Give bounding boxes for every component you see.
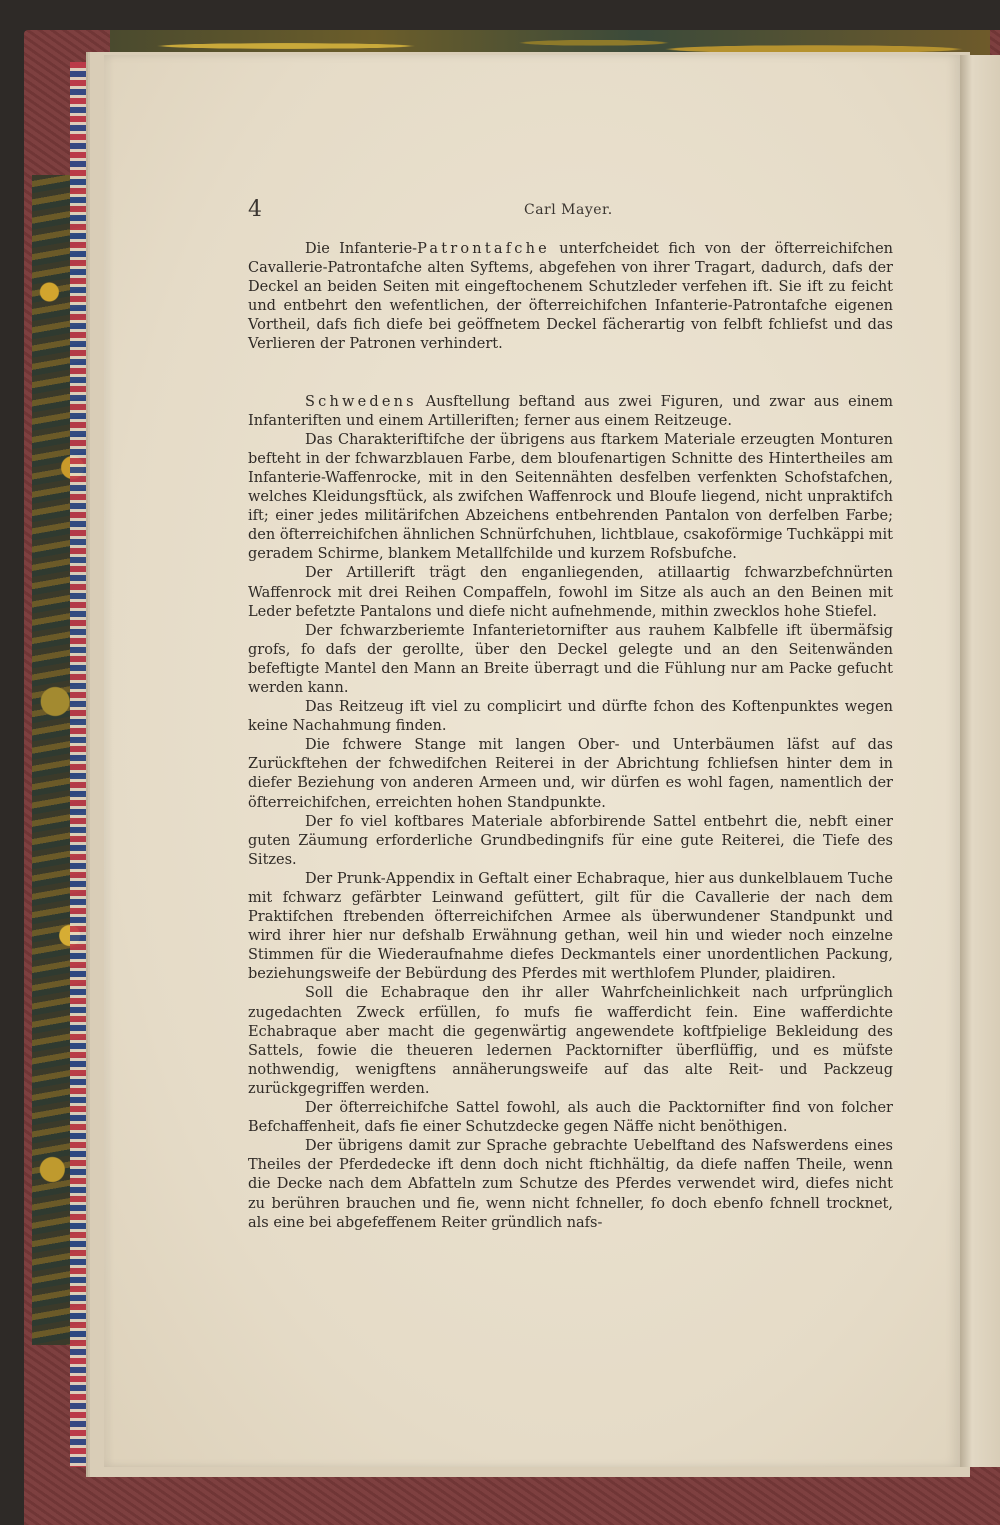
paragraph: Der fo viel koftbares Materiale abforbirende Sattel entbehrt die, nebft einer guten Zäumung erforderliche Grundbedingnifs für eine gute Reiterei, die Tiefe des Sitzes. (248, 813, 893, 868)
paragraph: Soll die Echabraque den ihr aller Wahrfcheinlichkeit nach urfprünglich zugedachten Zweck erfüllen, fo mufs fie wafferdicht fein. Eine wafferdichte Echabraque aber macht die gegenwärtig angewendete koftfpielige Bekleidung des Sattels, fowie die theueren ledernen Packtornifter überflüffig, und es müfste nothwendig, wenigftens annäherungsweife auf das alte Reit- und Packzeug zurückgegriffen werden. (248, 985, 893, 1097)
section-gap (248, 355, 893, 393)
facing-page-edge (960, 55, 1000, 1467)
paragraph-text: unterfcheidet fich von der öfterreichifchen Cavallerie-Patrontafche alten Syftems, abgefehen von ihrer Tragart, dadurch, dafs der Deckel an beiden Seiten mit eingeftochenem Schutzleder verfehen ift. Sie ift zu feicht und entbehrt den wefentlichen, der öfterreichifchen Infanterie-Patrontafche eigenen Vortheil, dafs fich diefe bei geöffnetem Deckel fächerartig von felbft fchliefst und das Verlieren der Patronen verhindert. (248, 241, 893, 353)
paragraph (248, 393, 893, 431)
paragraph (248, 240, 893, 355)
paragraph: Der öfterreichifche Sattel fowohl, als auch die Packtornifter find von folcher Befchaffenheit, dafs fie einer Schutzdecke gegen Näffe nicht benöthigen. (248, 1100, 893, 1136)
spaced-country: Schwedens (305, 393, 417, 410)
spaced-term: Patrontafche (417, 241, 550, 257)
paragraph-text: Ausftellung beftand aus zwei Figuren, und zwar aus einem Infanteriften und einem Artilleriften; ferner aus einem Reitzeuge. (248, 393, 893, 429)
paragraph: Das Reitzeug ift viel zu complicirt und dürfte fchon des Koftenpunktes wegen keine Nachahmung finden. (248, 699, 893, 735)
paragraph: Die fchwere Stange mit langen Ober- und Unterbäumen läfst auf das Zurückftehen der fchwedifchen Reiterei in der Abrichtung fchliefsen hinter dem in diefer Beziehung von anderen Armeen und, wir dürfen es wohl fagen, namentlich der öfterreichifchen, erreichten hohen Standpunkte. (248, 737, 893, 811)
paragraph: Das Charakteriftifche der übrigens aus ftarkem Materiale erzeugten Monturen befteht in der fchwarzblauen Farbe, dem bloufenartigen Schnitte des Hintertheiles am Infanterie-Waffenrocke, mit in den Seitennähten desfelben verfenkten Schofstafchen, welches Kleidungsftück, als zwifchen Waffenrock und Bloufe liegend, nicht unpraktifch ift; einer jedes militärifchen Abzeichens entbehrenden Pantalon von derfelben Farbe; den öfterreichifchen ähnlichen Schnürfchuhen, lichtblaue, csakoförmige Tuchkäppi mit geradem Schirme, blankem Metallfchilde und kurzem Rofsbufche. (248, 431, 893, 563)
running-head: Carl Mayer. (524, 202, 613, 218)
page-number: 4 (248, 197, 262, 222)
paragraph: Der Prunk-Appendix in Geftalt einer Echabraque, hier aus dunkelblauem Tuche mit fchwarz gefärbter Leinwand gefüttert, gilt für die Cavallerie der nach dem Praktifchen ftrebenden öfterreichifchen Armee als überwundener Standpunkt und wird ihrer hier nur defshalb Erwähnung gethan, weil hin und wieder noch einzelne Stimmen für die Wiederaufnahme diefes Deckmantels einer unordentlichen Packung, beziehungsweife der Bebürdung des Pferdes mit werthlofem Plunder, plaidiren. (248, 870, 893, 983)
paragraph-text: Die Infanterie- (305, 241, 418, 257)
body-text (248, 240, 893, 1233)
paragraph: Der fchwarzberiemte Infanterietornifter aus rauhem Kalbfelle ift übermäfsig grofs, fo dafs der gerollte, über den Deckel gelegte und an den Seitenwänden befeftigte Mantel den Mann an Breite überragt und die Fühlung nur am Packe gefucht werden kann. (248, 622, 893, 696)
paragraph: Der Artillerift trägt den enganliegenden, atillaartig fchwarzbefchnürten Waffenrock mit drei Reihen Compaffeln, fowohl im Sitze als auch an den Beinen mit Leder befetzte Pantalons und diefe nicht aufnehmende, mithin zwecklos hohe Stiefel. (248, 565, 893, 620)
paragraph: Der übrigens damit zur Sprache gebrachte Uebelftand des Nafswerdens eines Theiles der Pferdedecke ift denn doch nicht ftichhältig, da diefe naffen Theile, wenn die Decke nach dem Abfatteln zum Schutze des Pferdes verwendet wird, diefes nicht zu berühren brauchen und fie, wenn nicht fchneller, fo doch ebenfo fchnell trocknet, als eine bei abgefeffenem Reiter gründlich nafs- (248, 1138, 893, 1231)
page-header (248, 197, 908, 227)
